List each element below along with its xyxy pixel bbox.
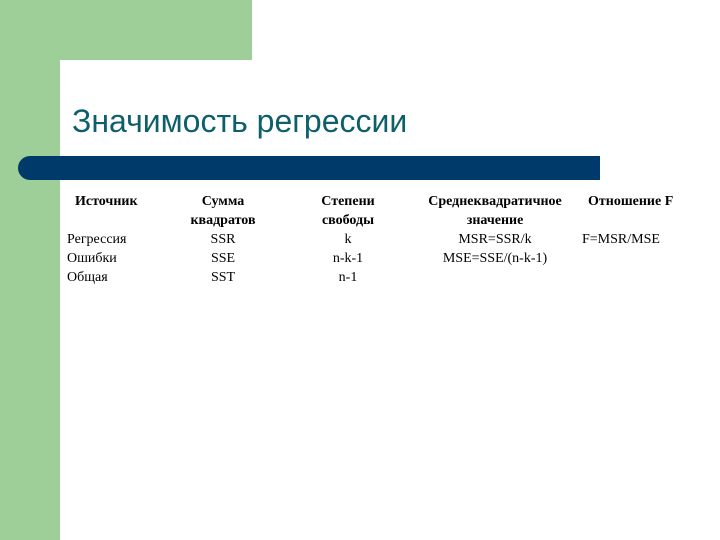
cell-f-regression: F=MSR/MSE <box>582 232 660 247</box>
column-sum-of-squares <box>177 192 269 287</box>
cell-source-errors: Ошибки <box>67 251 117 266</box>
f-ratio-cells <box>582 230 692 249</box>
source-cells <box>67 230 177 287</box>
top-accent-bar <box>60 0 252 60</box>
cell-ms-regression: MSR=SSR/k <box>458 232 532 247</box>
header-ms-line2: значение <box>466 213 524 228</box>
cell-df-regression: k <box>344 232 352 247</box>
left-accent-bar <box>0 0 60 540</box>
column-mean-square <box>407 192 583 268</box>
column-degrees-of-freedom <box>295 192 401 287</box>
cell-source-regression: Регрессия <box>67 232 127 247</box>
column-source <box>67 192 177 287</box>
title-divider-bar <box>18 156 600 180</box>
header-sum-line1: Сумма <box>201 194 245 209</box>
cell-ms-errors: MSE=SSE/(n-k-1) <box>442 251 548 266</box>
header-ms-line1: Среднеквадратичное <box>428 194 562 209</box>
column-f-ratio <box>582 192 692 249</box>
slide-title: Значимость регрессии <box>72 103 408 139</box>
header-df-line2: свободы <box>321 213 375 228</box>
header-source: Источник <box>75 194 138 209</box>
cell-sum-total: SST <box>210 270 236 285</box>
header-f-ratio: Отношение F <box>588 194 674 209</box>
cell-sum-regression: SSR <box>210 232 236 247</box>
header-df-line1: Степени <box>321 194 375 209</box>
cell-sum-errors: SSE <box>210 251 236 266</box>
cell-source-total: Общая <box>67 270 108 285</box>
slide-corner <box>60 60 100 100</box>
cell-df-errors: n-k-1 <box>332 251 364 266</box>
cell-df-total: n-1 <box>338 270 358 285</box>
header-sum-line2: квадратов <box>190 213 256 228</box>
